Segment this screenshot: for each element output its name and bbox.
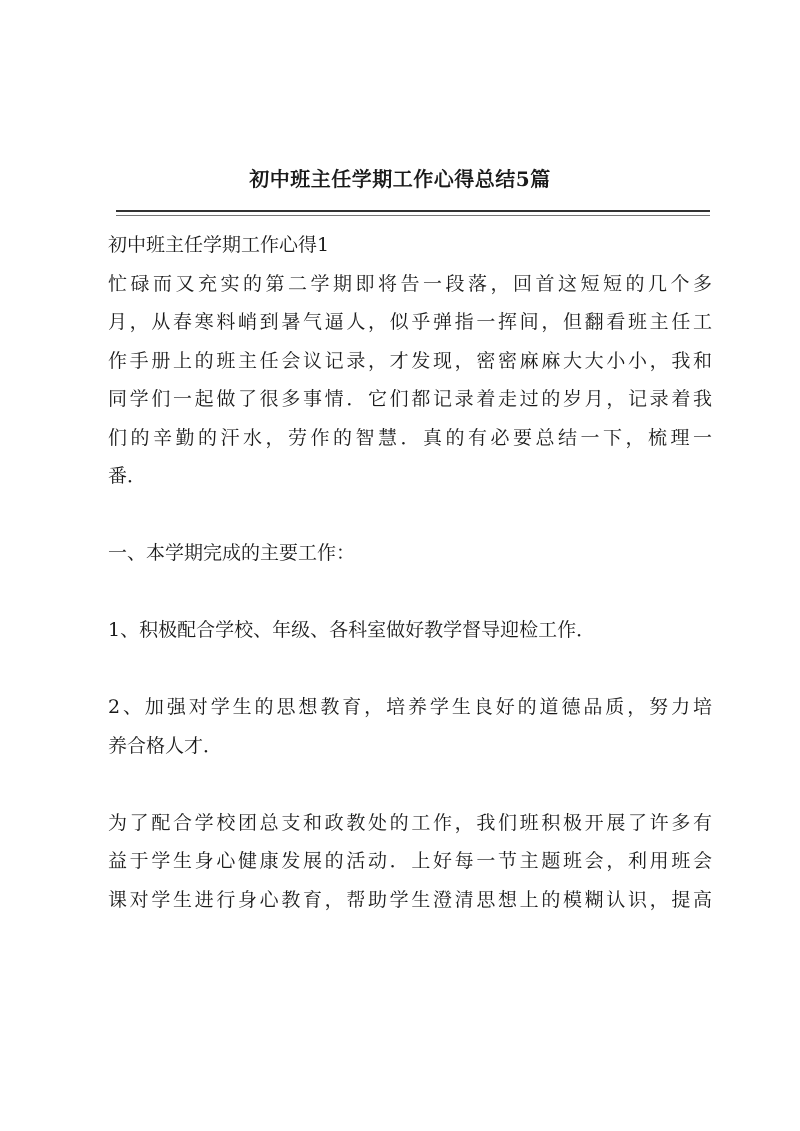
document-body: [108, 226, 712, 919]
paragraph-line: 为了配合学校团总支和政教处的工作，我们班积极开展了许多有: [108, 811, 712, 834]
document-title: 初中班主任学期工作心得总结5篇: [249, 167, 551, 191]
list-item: 2、加强对学生的思想教育，培养学生良好的道德品质，努力培: [108, 696, 712, 718]
paragraph-line: 作手册上的班主任会议记录，才发现，密密麻麻大大小小，我和: [108, 349, 712, 372]
paragraph-line: 番．: [108, 465, 147, 487]
paragraph-line: 同学们一起做了很多事情．它们都记录着走过的岁月，记录着我: [108, 388, 712, 410]
paragraph-line: 课对学生进行身心教育，帮助学生澄清思想上的模糊认识，提高: [108, 888, 712, 911]
paragraph-line: 月，从春寒料峭到暑气逼人，似乎弹指一挥间，但翻看班主任工: [108, 311, 712, 333]
list-item: 1、积极配合学校、年级、各科室做好教学督导迎检工作．: [108, 619, 596, 641]
paragraph-line: 益于学生身心健康发展的活动．上好每一节主题班会，利用班会: [108, 850, 712, 872]
paragraph-gap: [108, 650, 712, 689]
paragraph-gap: [108, 765, 712, 804]
paragraph-gap: [108, 573, 712, 612]
paragraph-gap: [108, 496, 712, 535]
paragraph-line: 忙碌而又充实的第二学期即将告一段落，回首这短短的几个多: [108, 272, 712, 295]
list-item-continuation: 养合格人才．: [108, 734, 223, 757]
paragraph-line: 们的辛勤的汗水，劳作的智慧．真的有必要总结一下，梳理一: [108, 426, 712, 449]
subsection-heading: 一、本学期完成的主要工作：: [108, 542, 356, 564]
section-heading: 初中班主任学期工作心得1: [108, 234, 330, 256]
title-underline-thin: [116, 215, 710, 216]
title-underline-thick: [116, 210, 710, 212]
